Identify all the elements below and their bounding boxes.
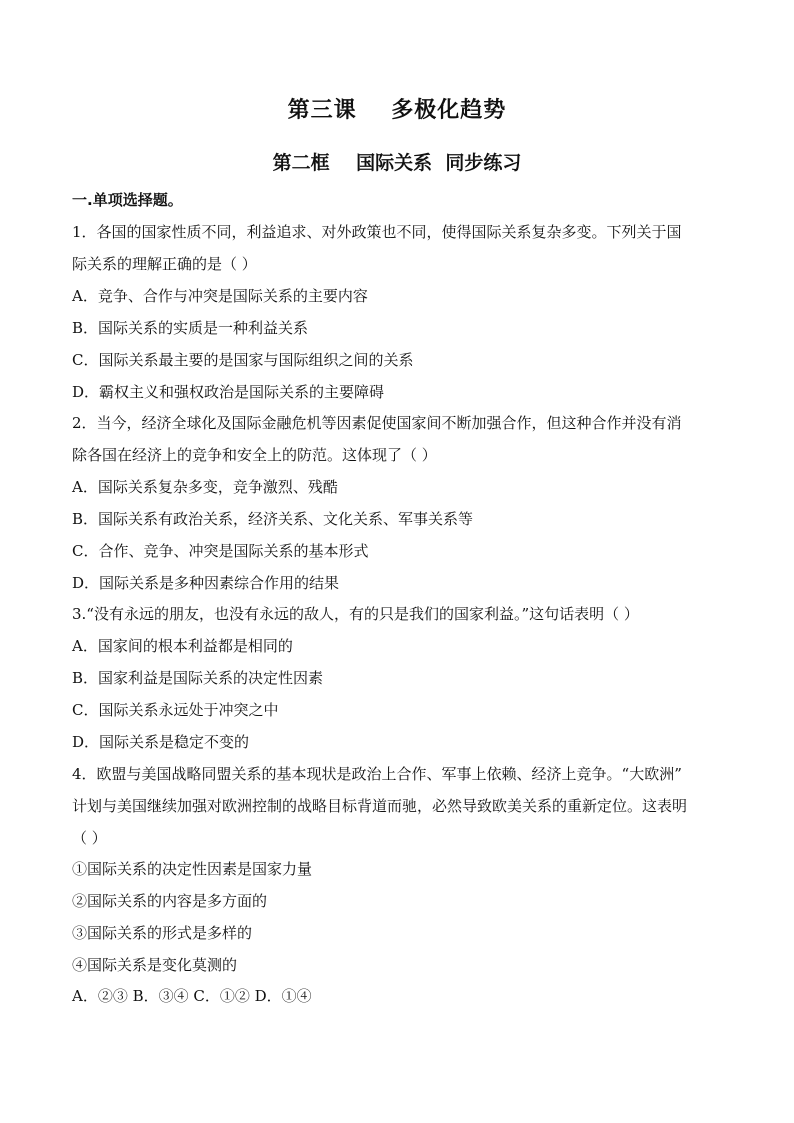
question-4-text-line-2: 计划与美国继续加强对欧洲控制的战略目标背道而驰，必然导致欧美关系的重新定位。这表明	[72, 797, 688, 815]
question-4-statement-4: ④国际关系是变化莫测的	[72, 956, 238, 974]
question-1-text-line-1: 1．各国的国家性质不同，利益追求、对外政策也不同，使得国际关系复杂多变。下列关于国	[72, 223, 682, 241]
page-title: 第三课 多极化趋势	[287, 97, 507, 123]
question-1-option-b: B．国际关系的实质是一种利益关系	[72, 319, 309, 337]
question-1-option-d: D．霸权主义和强权政治是国际关系的主要障碍	[72, 383, 385, 401]
question-3-text: 3.“没有永远的朋友，也没有永远的敌人，有的只是我们的国家利益。”这句话表明（ ）	[72, 605, 639, 623]
question-2-option-b: B．国际关系有政治关系，经济关系、文化关系、军事关系等	[72, 510, 474, 528]
question-1-text-line-2: 际关系的理解正确的是（ ）	[72, 255, 257, 273]
question-4-statement-3: ③国际关系的形式是多样的	[72, 924, 253, 942]
question-3-option-d: D．国际关系是稳定不变的	[72, 733, 250, 751]
section-heading: 一.单项选择题。	[72, 191, 183, 209]
question-2-option-a: A．国际关系复杂多变，竞争激烈、残酷	[72, 478, 338, 496]
question-3-option-a: A．国家间的根本利益都是相同的	[72, 637, 293, 655]
question-3-option-b: B．国家利益是国际关系的决定性因素	[72, 669, 324, 687]
question-2-text-line-2: 除各国在经济上的竞争和安全上的防范。这体现了（ ）	[72, 446, 437, 464]
question-4-text-line-1: 4．欧盟与美国战略同盟关系的基本现状是政治上合作、军事上依赖、经济上竞争。“大欧洲”	[72, 765, 682, 783]
question-2-option-d: D．国际关系是多种因素综合作用的结果	[72, 574, 340, 592]
question-2-text-line-1: 2．当今，经济全球化及国际金融危机等因素促使国家间不断加强合作，但这种合作并没有消	[72, 414, 682, 432]
question-1-option-a: A．竞争、合作与冲突是国际关系的主要内容	[72, 287, 368, 305]
question-3-option-c: C．国际关系永远处于冲突之中	[72, 701, 279, 719]
question-4-statement-1: ①国际关系的决定性因素是国家力量	[72, 860, 313, 878]
question-1-option-c: C．国际关系最主要的是国家与国际组织之间的关系	[72, 351, 414, 369]
page-subtitle: 第二框 国际关系 同步练习	[272, 152, 522, 174]
question-4-options: A．②③ B．③④ C．①② D．①④	[72, 987, 312, 1005]
question-2-option-c: C．合作、竞争、冲突是国际关系的基本形式	[72, 542, 369, 560]
question-4-statement-2: ②国际关系的内容是多方面的	[72, 892, 268, 910]
question-4-text-line-3: （ ）	[72, 829, 107, 847]
